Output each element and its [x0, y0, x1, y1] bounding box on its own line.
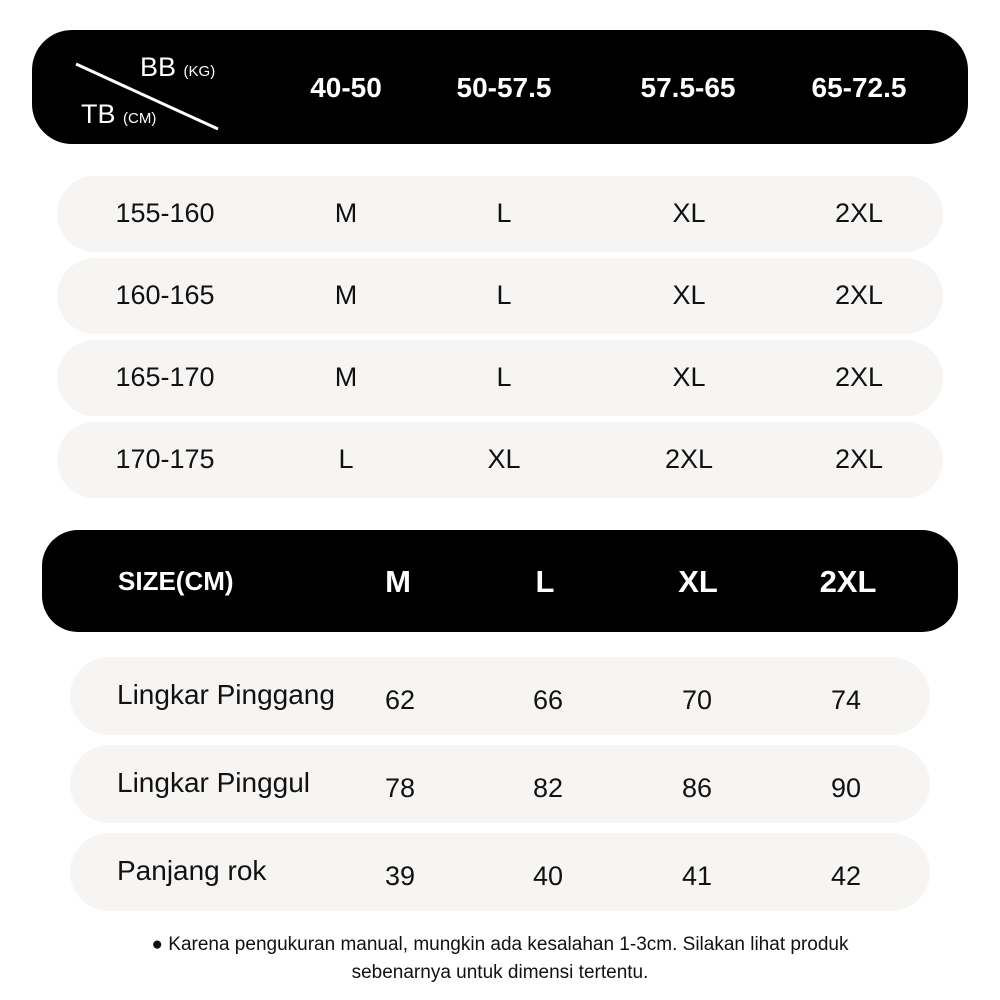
measurement-label: Lingkar Pinggang: [117, 679, 335, 710]
height-range: 170-175: [115, 444, 215, 474]
measurement-value: 78: [384, 773, 416, 803]
weight-col-header: 40-50: [310, 72, 382, 103]
note-line-2: sebenarnya untuk dimensi tertentu.: [351, 962, 649, 983]
size-col-header: XL: [678, 564, 718, 599]
size-table-row: [70, 833, 930, 911]
note-line-1: Karena pengukuran manual, mungkin ada kesalahan 1-3cm. Silakan lihat produk: [168, 934, 849, 955]
size-cell: L: [496, 362, 512, 392]
height-range: 165-170: [115, 362, 215, 392]
size-table-row: [70, 657, 930, 735]
measurement-value: 82: [532, 773, 564, 803]
size-cell: XL: [672, 362, 706, 392]
measurement-note: [0, 931, 1000, 987]
size-cell: 2XL: [834, 198, 884, 228]
weight-col-header: 50-57.5: [456, 72, 552, 103]
size-header-label: SIZE(CM): [118, 566, 234, 596]
size-col-header: L: [535, 564, 555, 599]
size-cell: L: [496, 280, 512, 310]
weight-table-row: [57, 176, 943, 252]
measurement-value: 41: [681, 861, 713, 891]
size-cell: XL: [672, 198, 706, 228]
measurement-value: 70: [681, 685, 713, 715]
size-cell: M: [334, 280, 358, 310]
size-col-header: M: [385, 564, 411, 599]
size-cell: M: [334, 198, 358, 228]
weight-table-header: [32, 30, 968, 144]
measurement-value: 74: [830, 685, 862, 715]
height-range: 155-160: [115, 198, 215, 228]
size-cell: 2XL: [664, 444, 714, 474]
measurement-value: 66: [532, 685, 564, 715]
weight-table-row: [57, 340, 943, 416]
measurement-value: 86: [681, 773, 713, 803]
bullet-icon: ●: [151, 934, 163, 955]
size-cell: L: [496, 198, 512, 228]
measurement-value: 90: [830, 773, 862, 803]
height-range: 160-165: [115, 280, 215, 310]
size-cell: 2XL: [834, 362, 884, 392]
measurement-value: 62: [384, 685, 416, 715]
weight-table-row: [57, 422, 943, 498]
bb-label: BB (KG): [140, 52, 216, 82]
weight-col-header: 57.5-65: [640, 72, 736, 103]
measurement-value: 40: [532, 861, 564, 891]
size-cell: XL: [487, 444, 521, 474]
measurement-value: 39: [384, 861, 416, 891]
weight-table-row: [57, 258, 943, 334]
measurement-label: Lingkar Pinggul: [117, 767, 311, 798]
weight-col-header: 65-72.5: [811, 72, 907, 103]
measurement-value: 42: [830, 861, 862, 891]
size-cell: L: [338, 444, 354, 474]
size-cell: M: [334, 362, 358, 392]
measurement-label: Panjang rok: [117, 855, 267, 886]
size-cell: XL: [672, 280, 706, 310]
size-cell: 2XL: [834, 444, 884, 474]
tb-label: TB (CM): [81, 99, 157, 129]
size-table-header: [42, 530, 958, 632]
size-table-row: [70, 745, 930, 823]
size-col-header: 2XL: [819, 564, 877, 599]
size-cell: 2XL: [834, 280, 884, 310]
